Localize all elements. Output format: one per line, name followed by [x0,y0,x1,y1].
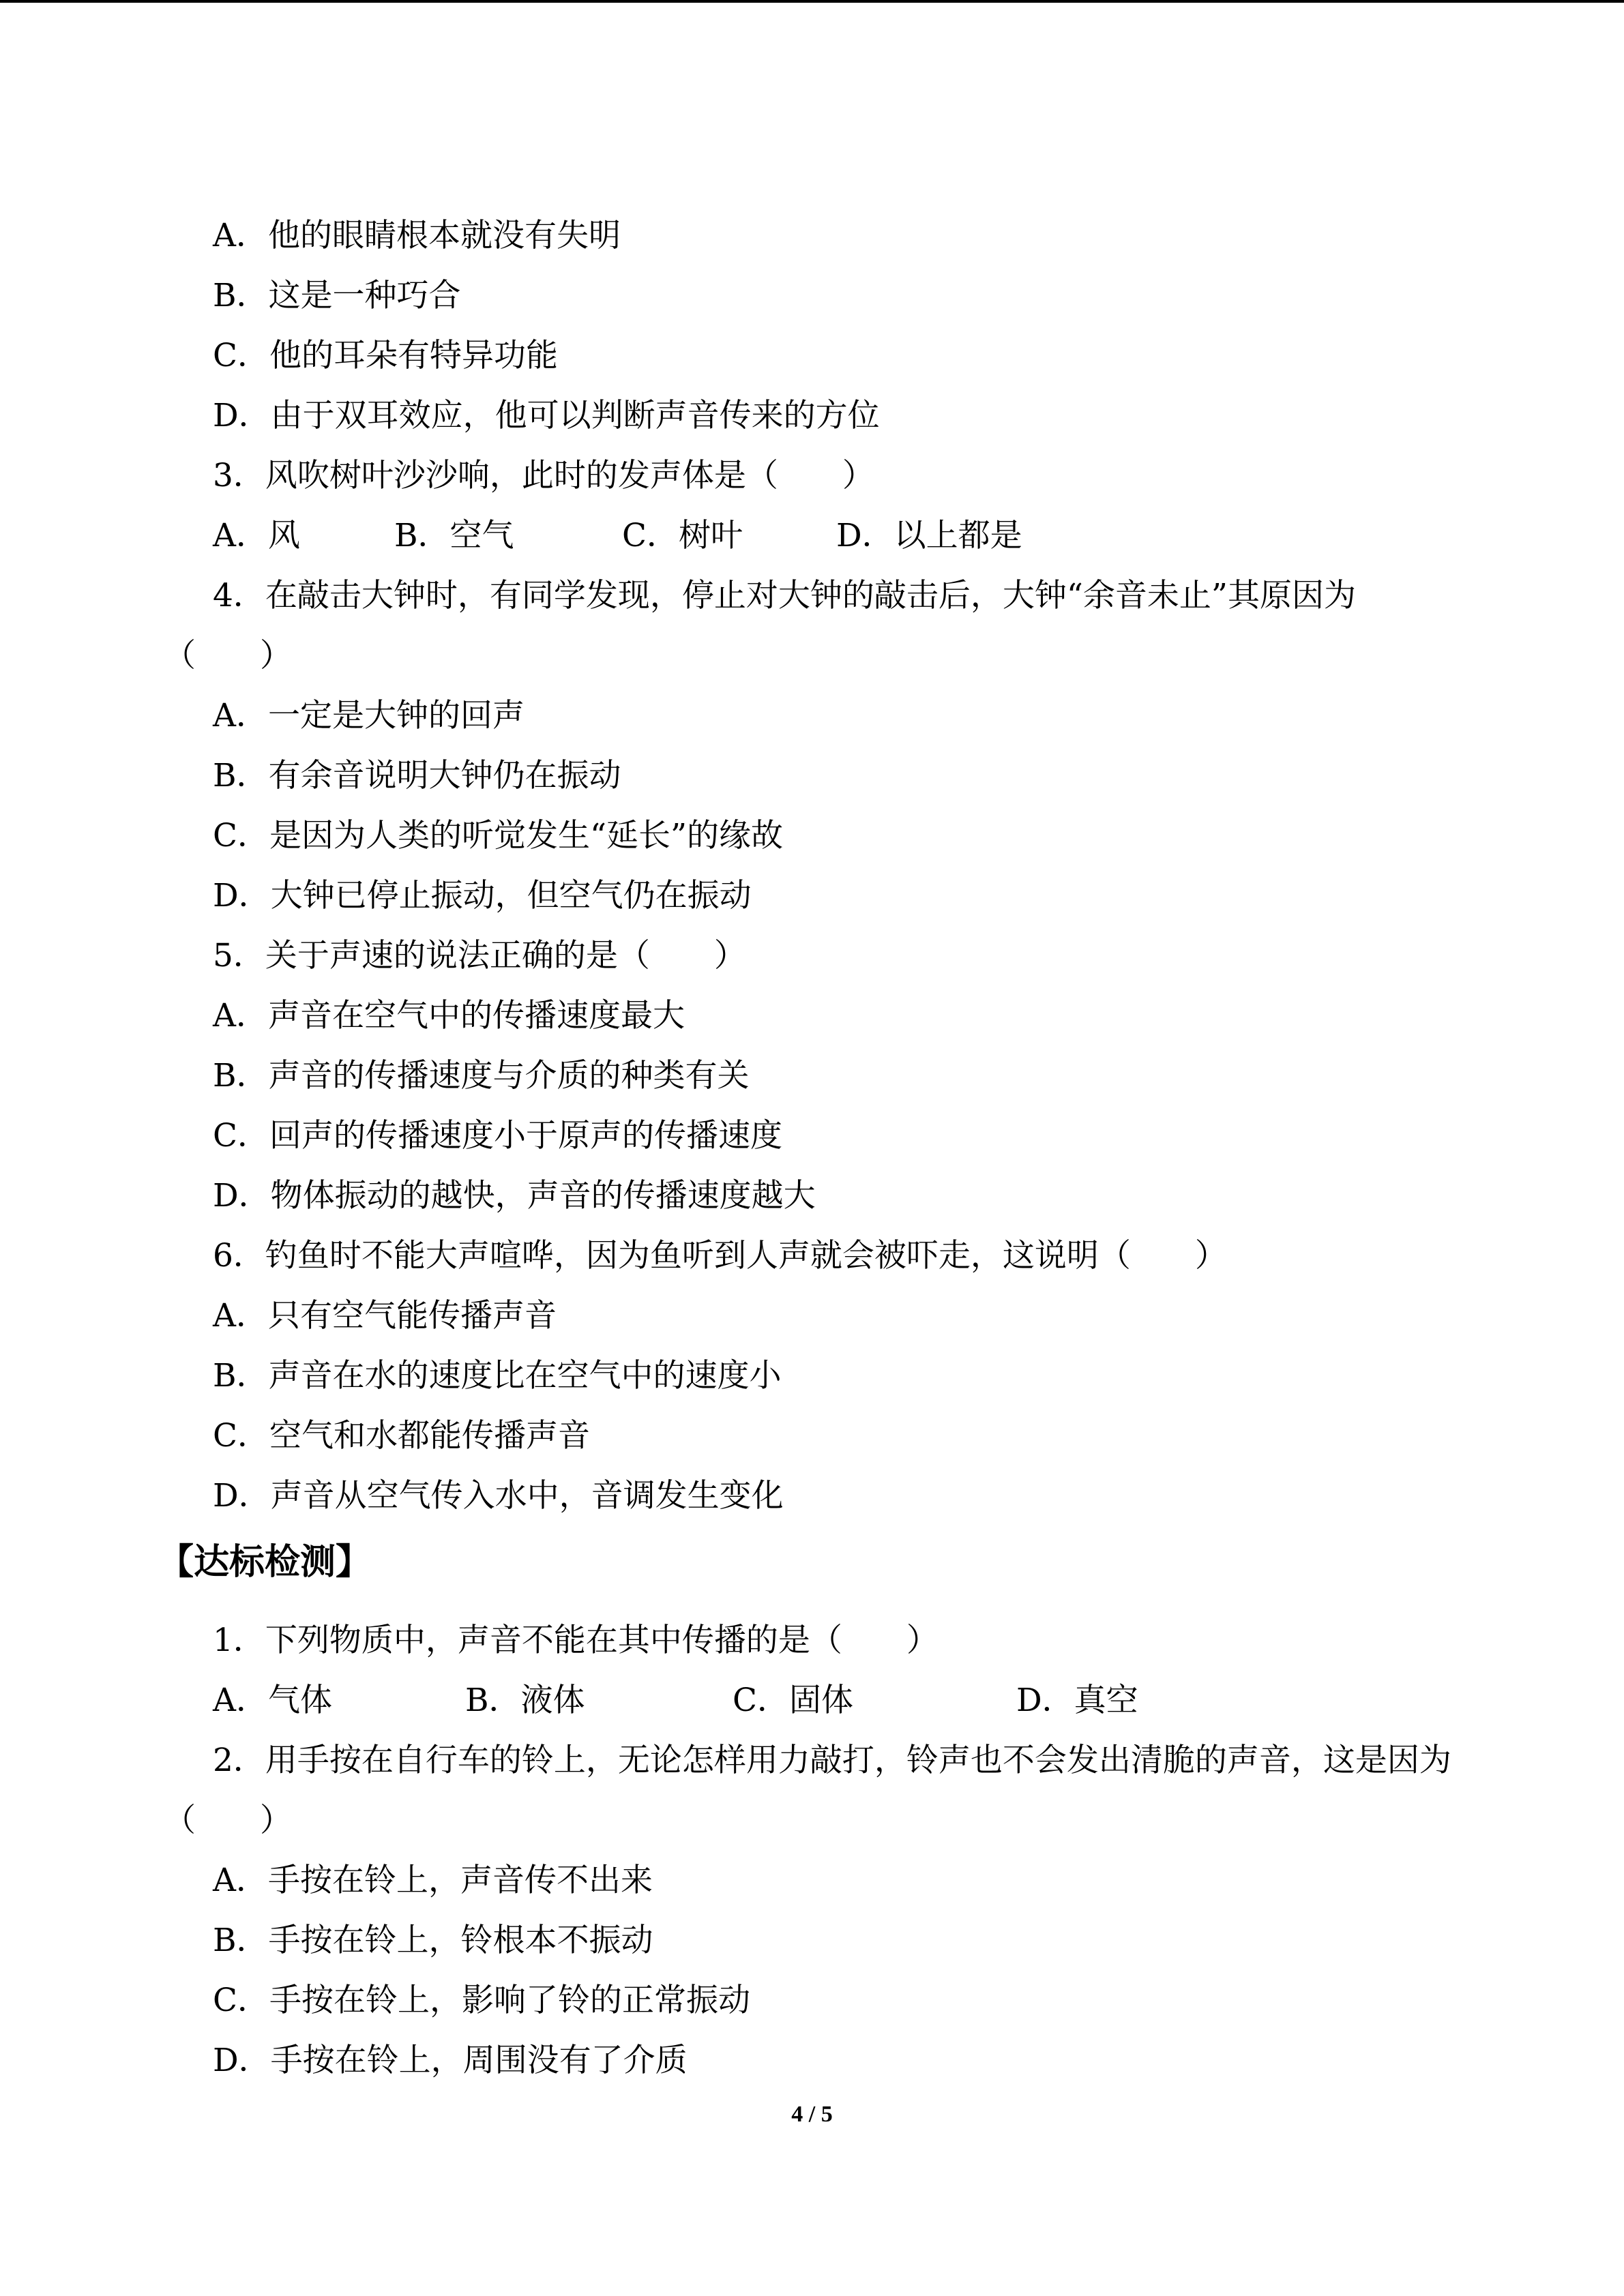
q6-option-a: A．只有空气能传播声音 [213,1297,557,1335]
top-border-rule [0,0,1624,3]
q2-option-c: C．他的耳朵有特异功能 [213,337,558,374]
q5-stem: 5．关于声速的说法正确的是（ ） [213,937,746,974]
q6-stem: 6．钓鱼时不能大声喧哗，因为鱼听到人声就会被吓走，这说明（ ） [213,1237,1227,1274]
q3-stem: 3．风吹树叶沙沙响，此时的发声体是（ ） [213,457,874,494]
t2-option-c: C．手按在铃上，影响了铃的正常振动 [213,1982,750,2019]
q2-option-d: D．由于双耳效应，他可以判断声音传来的方位 [213,397,880,434]
q3-option-a: A．风 [213,517,300,554]
q5-option-a: A．声音在空气中的传播速度最大 [213,997,685,1034]
q4-option-c: C．是因为人类的听觉发生“延长”的缘故 [213,817,784,854]
q3-option-c: C．树叶 [622,517,743,554]
q2-option-a: A．他的眼睛根本就没有失明 [213,217,621,254]
t1-option-d: D．真空 [1016,1682,1138,1719]
t2-option-a: A．手按在铃上，声音传不出来 [213,1862,653,1899]
q3-option-d: D．以上都是 [836,517,1022,554]
t2-option-d: D．手按在铃上，周围没有了介质 [213,2042,688,2079]
t2-stem-cont: （ ） [164,1802,292,1839]
q6-option-b: B．声音在水的速度比在空气中的速度小 [213,1357,782,1395]
q5-option-b: B．声音的传播速度与介质的种类有关 [213,1057,750,1094]
q4-stem: 4．在敲击大钟时，有同学发现，停止对大钟的敲击后，大钟“余音未止”其原因为 [213,577,1356,614]
q5-option-c: C．回声的传播速度小于原声的传播速度 [213,1117,782,1154]
t2-option-b: B．手按在铃上，铃根本不振动 [213,1922,653,1959]
t2-stem: 2．用手按在自行车的铃上，无论怎样用力敲打，铃声也不会发出清脆的声音，这是因为 [213,1742,1451,1779]
section-heading: 【达标检测】 [158,1542,372,1583]
q3-option-b: B．空气 [394,517,514,554]
q6-option-d: D．声音从空气传入水中，音调发生变化 [213,1477,784,1515]
q4-option-b: B．有余音说明大钟仍在振动 [213,757,621,794]
page-number: 4 / 5 [791,2102,833,2127]
q2-option-b: B．这是一种巧合 [213,277,461,314]
t1-option-b: B．液体 [465,1682,585,1719]
q4-option-d: D．大钟已停止振动，但空气仍在振动 [213,877,752,914]
t1-option-c: C．固体 [733,1682,853,1719]
q5-option-d: D．物体振动的越快，声音的传播速度越大 [213,1177,816,1214]
t1-stem: 1．下列物质中，声音不能在其中传播的是（ ） [213,1622,939,1659]
t1-option-a: A．气体 [213,1682,332,1719]
q6-option-c: C．空气和水都能传播声音 [213,1417,590,1455]
q4-stem-cont: （ ） [164,637,292,674]
q4-option-a: A．一定是大钟的回声 [213,697,525,734]
